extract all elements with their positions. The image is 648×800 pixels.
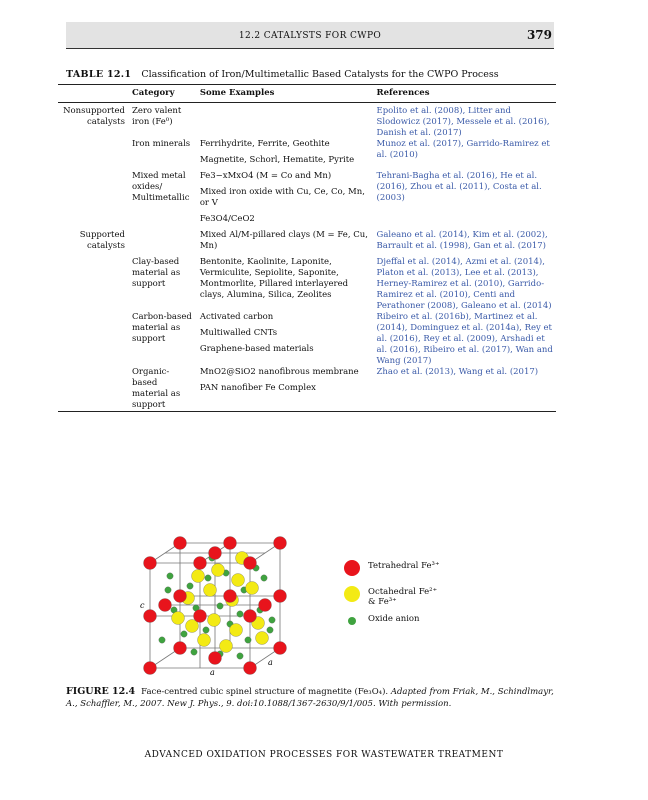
category-cell: Mixed metal oxides/ Multimetallic <box>131 171 190 203</box>
category-cell: Clay-based material as support <box>131 257 181 289</box>
table-row <box>58 312 556 367</box>
examples-cell <box>197 139 374 171</box>
legend-swatch-octahedral <box>344 586 360 602</box>
legend-label-octahedral: Octahedral Fe²⁺ & Fe³⁺ <box>368 587 438 607</box>
col-blank <box>58 85 129 103</box>
example-item: Ferrihydrite, Ferrite, Geothite <box>199 139 330 149</box>
category-cell: Organic-based material as support <box>129 367 197 412</box>
examples-cell <box>197 171 374 230</box>
category-cell: Carbon-based material as support <box>131 312 192 344</box>
legend-swatch-oxide <box>348 617 356 625</box>
example-item: Mixed iron oxide with Cu, Ce, Co, Mn, or V <box>199 187 365 208</box>
figure-caption-source: Adapted from Friak, M., Schindlmayr, A., Schaffler, M., 2007. New J. Phys., 9. doi:10.1088/1367-2630/9/1/005. With permission. <box>66 687 554 709</box>
octahedral-fe-atom <box>246 582 259 595</box>
oxide-anion-atom <box>191 649 197 655</box>
examples-cell <box>197 230 374 257</box>
example-item: Multiwalled CNTs <box>199 328 278 338</box>
oxide-anion-atom <box>261 575 267 581</box>
spinel-figure <box>140 528 440 678</box>
tetrahedral-fe-atom <box>244 662 257 675</box>
octahedral-fe-atom <box>208 614 221 627</box>
table-row <box>58 139 556 171</box>
oxide-anion-atom <box>167 573 173 579</box>
tetrahedral-fe-atom <box>174 642 187 655</box>
tetrahedral-fe-atom <box>194 610 207 623</box>
tetrahedral-fe-atom <box>224 590 237 603</box>
oxide-anion-atom <box>237 653 243 659</box>
page-number: 379 <box>526 28 552 42</box>
references-cell: Zhao et al. (2013), Wang et al. (2017) <box>374 367 556 412</box>
tetrahedral-fe-atom <box>174 590 187 603</box>
tetrahedral-fe-atom <box>209 652 222 665</box>
group-label: Nonsupported catalysts <box>63 106 125 127</box>
oxide-anion-atom <box>245 637 251 643</box>
tetrahedral-fe-atom <box>174 537 187 550</box>
group-label: Supported catalysts <box>79 230 125 251</box>
oxide-anion-atom <box>159 637 165 643</box>
oxide-anion-atom <box>217 603 223 609</box>
octahedral-fe-atom <box>256 632 269 645</box>
octahedral-fe-atom <box>230 624 243 637</box>
legend-label-oxide: Oxide anion <box>368 614 420 624</box>
table-row <box>58 103 556 140</box>
table-row <box>58 171 556 230</box>
col-references: References <box>374 85 556 103</box>
table-label: TABLE 12.1 <box>66 69 132 80</box>
category-cell: Iron minerals <box>131 139 191 149</box>
example-item: Activated carbon <box>199 312 274 322</box>
category-cell: Zero valent iron (Fe⁰) <box>131 106 182 127</box>
tetrahedral-fe-atom <box>224 537 237 550</box>
octahedral-fe-atom <box>204 584 217 597</box>
octahedral-fe-atom <box>198 634 211 647</box>
table-row <box>58 367 556 412</box>
references-cell: Tehrani-Bagha et al. (2016), He et al. (2016), Zhou et al. (2011), Costa et al. (2003) <box>376 171 542 203</box>
example-item: PAN nanofiber Fe Complex <box>199 383 316 393</box>
references-cell: Djeffal et al. (2014), Azmi et al. (2014), Platon et al. (2013), Lee et al. (2013), Herney-Ramirez et al. (2010), Garrido-Ramirez et al. (2010), Centi and Perathoner (2008), Galeano et al. (2014) <box>376 257 552 311</box>
examples-cell <box>197 312 374 367</box>
oxide-anion-atom <box>205 575 211 581</box>
table-row <box>58 257 556 312</box>
tetrahedral-fe-atom <box>144 610 157 623</box>
oxide-anion-atom <box>237 611 243 617</box>
axis-label-c: c <box>140 601 145 610</box>
octahedral-fe-atom <box>212 564 225 577</box>
table-row <box>58 230 556 257</box>
oxide-anion-atom <box>165 587 171 593</box>
example-item: Graphene-based materials <box>199 344 314 354</box>
examples-cell <box>197 367 374 412</box>
example-item: Bentonite, Kaolinite, Laponite, Vermiculite, Sepiolite, Saponite, Montmorlite, Pillared interlayered clays, Alumina, Silica, Zeolites <box>199 257 349 300</box>
col-category: Category <box>129 85 197 103</box>
tetrahedral-fe-atom <box>159 599 172 612</box>
axis-label-a2: a <box>268 658 273 667</box>
octahedral-fe-atom <box>172 612 185 625</box>
oxide-anion-atom <box>267 627 273 633</box>
oxide-anion-atom <box>269 617 275 623</box>
examples-cell <box>197 103 374 140</box>
tetrahedral-fe-atom <box>244 610 257 623</box>
tetrahedral-fe-atom <box>274 590 287 603</box>
references-cell: Epolito et al. (2008), Litter and Slodowicz (2017), Messele et al. (2016), Danish et al. (2017) <box>376 106 550 138</box>
running-header <box>66 22 554 49</box>
running-head-title: 12.2 CATALYSTS FOR CWPO <box>238 31 382 41</box>
example-item: Magnetite, Schorl, Hematite, Pyrite <box>199 155 355 165</box>
references-cell: Munoz et al. (2017), Garrido-Ramirez et al. (2010) <box>376 139 550 160</box>
example-item: Mixed Al/M-pillared clays (M = Fe, Cu, Mn) <box>199 230 368 251</box>
oxide-anion-atom <box>203 627 209 633</box>
tetrahedral-fe-atom <box>259 599 272 612</box>
legend-label-tetrahedral: Tetrahedral Fe³⁺ <box>368 561 440 571</box>
examples-cell <box>197 257 374 312</box>
example-item: Fe3−xMxO4 (M = Co and Mn) <box>199 171 332 181</box>
figure-label: FIGURE 12.4 <box>66 686 136 697</box>
tetrahedral-fe-atom <box>274 537 287 550</box>
table-title: Classification of Iron/Multimetallic Based Catalysts for the CWPO Process <box>141 69 499 80</box>
octahedral-fe-atom <box>220 640 233 653</box>
tetrahedral-fe-atom <box>209 547 222 560</box>
table-caption <box>66 69 566 80</box>
axis-label-a1: a <box>210 668 215 677</box>
page-footer: ADVANCED OXIDATION PROCESSES FOR WASTEWATER TREATMENT <box>144 750 504 760</box>
tetrahedral-fe-atom <box>244 557 257 570</box>
tetrahedral-fe-atom <box>274 642 287 655</box>
tetrahedral-fe-atom <box>194 557 207 570</box>
legend-swatch-tetrahedral <box>344 560 360 576</box>
example-item: MnO2@SiO2 nanofibrous membrane <box>199 367 359 377</box>
oxide-anion-atom <box>181 631 187 637</box>
col-examples: Some Examples <box>197 85 374 103</box>
oxide-anion-atom <box>187 583 193 589</box>
figure-caption-text: Face-centred cubic spinel structure of magnetite (Fe₃O₄). <box>141 687 389 697</box>
octahedral-fe-atom <box>192 570 205 583</box>
tetrahedral-fe-atom <box>144 557 157 570</box>
figure-caption <box>66 686 562 710</box>
references-cell: Galeano et al. (2014), Kim et al. (2002), Barrault et al. (1998), Gan et al. (2017) <box>376 230 548 251</box>
tetrahedral-fe-atom <box>144 662 157 675</box>
example-item: Fe3O4/CeO2 <box>199 214 255 224</box>
references-cell: Ribeiro et al. (2016b), Martinez et al. (2014), Dominguez et al. (2014a), Rey et al. (2016), Rey et al. (2009), Arshadi et al. (2016), Ribeiro et al. (2017), Wan and Wang (2017) <box>376 312 553 366</box>
octahedral-fe-atom <box>232 574 245 587</box>
catalyst-table <box>58 84 556 412</box>
